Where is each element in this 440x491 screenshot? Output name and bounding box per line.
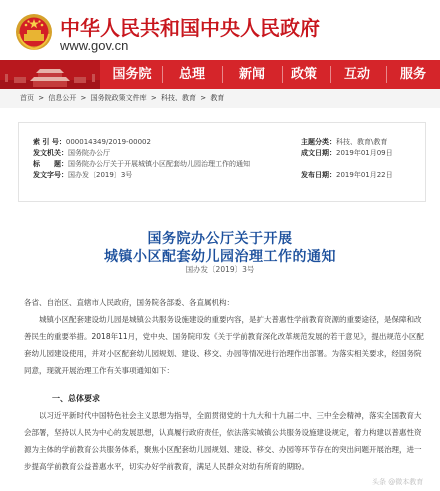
title-label: 标 题：: [33, 160, 68, 168]
pubdate-value: 2019年01月22日: [336, 171, 393, 179]
nav-item-policy[interactable]: 政策: [290, 67, 317, 82]
index-value: 000014349/2019-00002: [65, 138, 151, 146]
breadcrumb-sci-edu[interactable]: 科技、教育: [160, 94, 196, 102]
nav-separator: [282, 66, 283, 83]
breadcrumb-separator: >: [197, 94, 209, 102]
document-paragraph-1: 城镇小区配套建设幼儿园是城镇公共服务设施建设的重要内容，是扩大普惠性学前教育资源的重要途径，是保障和改善民生的重要举措。2018年11月，党中央、国务院印发《关于学前教育深化改革规范发展的若干意见》，提出规范小区配套幼儿园建设使用，并对小区配套幼儿园规划、建设、移交、办园等情况进行治理作出部署。为落实相关要求，经国务院同意，现就开展治理工作有关事项通知如下：: [24, 315, 424, 375]
nav-item-state-council[interactable]: 国务院: [112, 67, 152, 82]
index-label: 索 引 号：: [33, 138, 66, 146]
category-label: 主题分类：: [301, 138, 336, 146]
nav-separator: [386, 66, 387, 83]
national-emblem-icon[interactable]: [15, 12, 53, 52]
nav-separator: [222, 66, 223, 83]
date-label: 成文日期：: [301, 149, 336, 157]
breadcrumb-policy-library[interactable]: 国务院政策文件库: [90, 94, 147, 102]
title-value: 国务院办公厅关于开展城镇小区配套幼儿园治理工作的通知: [68, 160, 250, 168]
info-row-title: [33, 159, 250, 170]
nav-separator: [162, 66, 163, 83]
info-row-category: [301, 137, 387, 148]
document-addressee: 各省、自治区、直辖市人民政府，国务院各部委、各直属机构：: [24, 298, 234, 307]
site-url[interactable]: www.gov.cn: [60, 38, 129, 53]
info-row-docno: [33, 170, 132, 181]
document-title-line2: 城镇小区配套幼儿园治理工作的通知: [104, 249, 336, 265]
document-number: 国办发〔2019〕3号: [185, 265, 255, 274]
info-row-index: [33, 137, 151, 148]
site-title[interactable]: 中华人民共和国中央人民政府: [60, 16, 320, 40]
tiananmen-skyline-banner: [0, 60, 100, 89]
nav-item-interaction[interactable]: 互动: [343, 67, 370, 82]
nav-item-news[interactable]: 新闻: [238, 67, 265, 82]
category-value: 科技、教育\教育: [336, 138, 388, 146]
pubdate-label: 发布日期：: [301, 171, 336, 179]
breadcrumb: [0, 89, 440, 108]
document-paragraph-2: 以习近平新时代中国特色社会主义思想为指导，全面贯彻党的十九大和十九届二中、三中全会精神，落实全国教育大会部署，坚持以人民为中心的发展思想，认真履行政府责任，依法落实城镇公共服务设施建设规定，着力构建以普惠性资源为主体的学前教育公共服务体系，聚焦小区配套幼儿园规划、建设、移交、办园等环节存在的突出问题开展治理，进一步提高学前教育公益普惠水平，切实办好学前教育，满足人民群众对幼有所育的期盼。: [24, 411, 422, 471]
tiananmen-icon: [0, 60, 100, 89]
site-header: [0, 0, 440, 60]
info-row-issuer: [33, 148, 110, 159]
nav-item-service[interactable]: 服务: [399, 67, 426, 82]
docno-label: 发文字号：: [33, 171, 68, 179]
docno-value: 国办发〔2019〕3号: [68, 171, 133, 179]
info-row-pubdate: [301, 170, 393, 181]
breadcrumb-separator: >: [78, 94, 89, 102]
breadcrumb-home[interactable]: 首页: [20, 94, 34, 102]
watermark: 头条 @微本教育: [372, 478, 424, 486]
section-heading-general: 一、总体要求: [52, 394, 100, 403]
date-value: 2019年01月09日: [336, 149, 393, 157]
nav-separator: [330, 66, 331, 83]
breadcrumb-separator: >: [148, 94, 159, 102]
nav-item-premier[interactable]: 总理: [178, 67, 205, 82]
issuer-label: 发文机关：: [33, 149, 68, 157]
info-row-date: [301, 148, 393, 159]
issuer-value: 国务院办公厅: [68, 149, 110, 157]
breadcrumb-education[interactable]: 教育: [210, 94, 225, 102]
main-nav: [0, 60, 440, 89]
document-title-line1: 国务院办公厅关于开展: [147, 231, 293, 247]
document-info-box: [18, 122, 426, 202]
breadcrumb-info-disclosure[interactable]: 信息公开: [48, 94, 77, 102]
breadcrumb-separator: >: [36, 94, 47, 102]
